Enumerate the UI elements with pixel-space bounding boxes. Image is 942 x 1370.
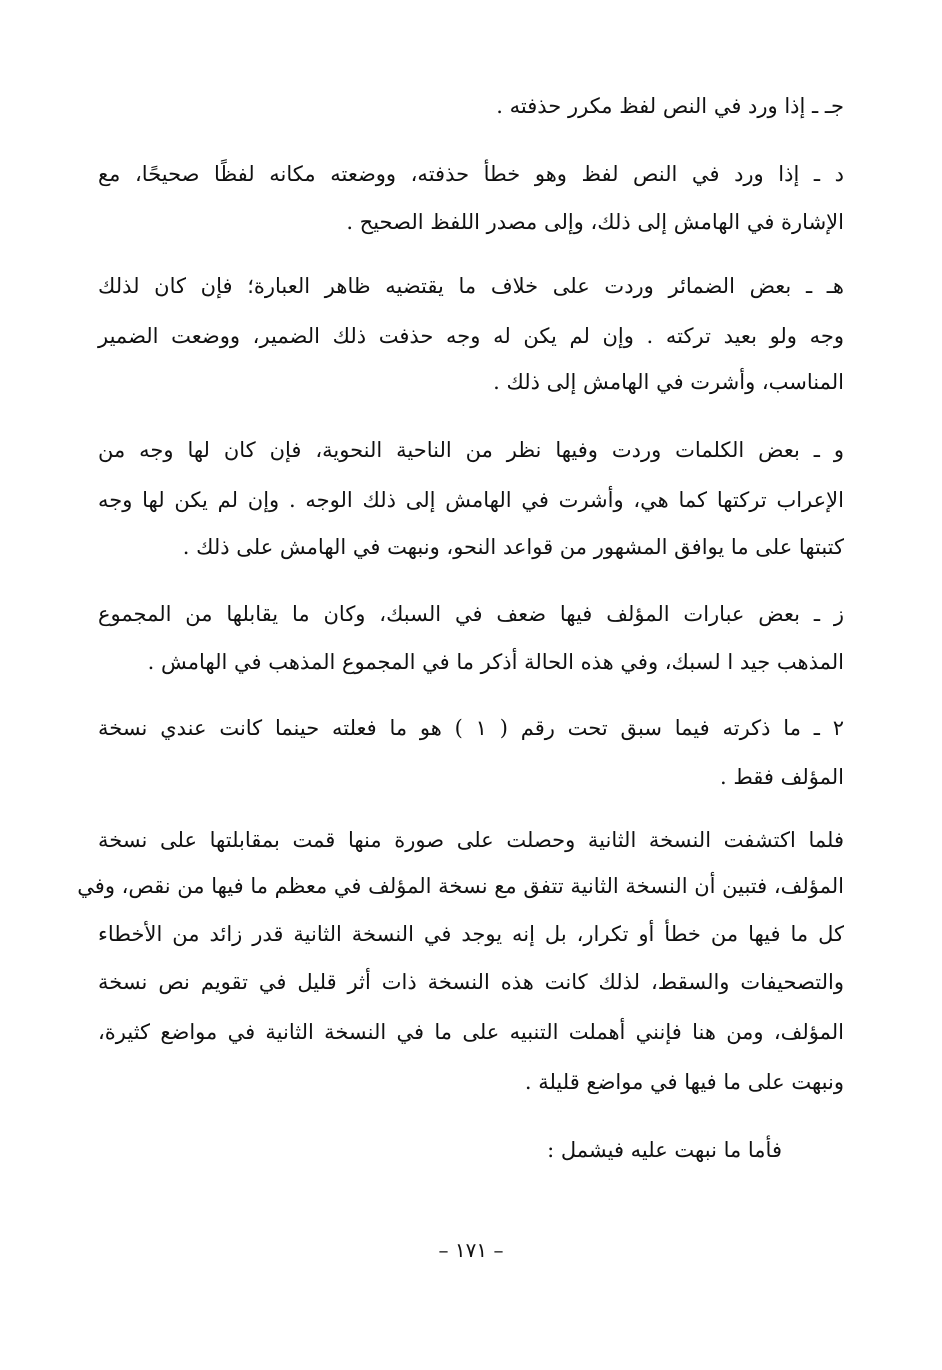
text-line: المؤلف، فتبين أن النسخة الثانية تتفق مع نسخة المؤلف في معظم ما فيها من نقص، وفي bbox=[77, 874, 844, 898]
text-line: المناسب، وأشرت في الهامش إلى ذلك . bbox=[493, 370, 844, 394]
text-line: كل ما فيها من خطأ أو تكرار، بل إنه يوجد في النسخة الثانية قدر زائد من الأخطاء bbox=[98, 922, 844, 946]
text-line: ونبهت على ما فيها في مواضع قليلة . bbox=[524, 1070, 844, 1094]
text-line: ز ـ بعض عبارات المؤلف فيها ضعف في السبك، وكان ما يقابلها من المجموع bbox=[98, 602, 844, 626]
text-line: المذهب جيد ا لسبك، وفي هذه الحالة أذكر ما في المجموع المذهب في الهامش . bbox=[147, 650, 844, 674]
text-line: وجه ولو بعيد تركته . وإن لم يكن له وجه حذفت ذلك الضمير، ووضعت الضمير bbox=[98, 324, 844, 348]
text-line: فلما اكتشفت النسخة الثانية وحصلت على صورة منها قمت بمقابلتها على نسخة bbox=[98, 828, 844, 852]
text-line: و ـ بعض الكلمات وردت وفيها نظر من الناحية النحوية، فإن كان لها وجه من bbox=[98, 438, 844, 462]
text-line: هـ ـ بعض الضمائر وردت على خلاف ما يقتضيه ظاهر العبارة؛ فإن كان لذلك bbox=[98, 274, 844, 298]
page-number: – ١٧١ – bbox=[438, 1238, 504, 1262]
text-line: كتبتها على ما يوافق المشهور من قواعد النحو، ونبهت في الهامش على ذلك . bbox=[182, 535, 844, 559]
text-line: المؤلف فقط . bbox=[720, 765, 844, 789]
text-line: د ـ إذا ورد في النص لفظ وهو خطأ حذفته، ووضعته مكانه لفظًا صحيحًا، مع bbox=[98, 162, 844, 186]
text-line: الإعراب تركتها كما هي، وأشرت في الهامش إلى ذلك الوجه . وإن لم يكن لها وجه bbox=[98, 488, 844, 512]
text-line: فأما ما نبهت عليه فيشمل : bbox=[547, 1138, 782, 1162]
text-line: الإشارة في الهامش إلى ذلك، وإلى مصدر اللفظ الصحيح . bbox=[346, 210, 844, 234]
text-line: جـ ـ إذا ورد في النص لفظ مكرر حذفته . bbox=[496, 94, 844, 118]
text-line: والتصحيفات والسقط، لذلك كانت هذه النسخة ذات أثر قليل في تقويم نص نسخة bbox=[98, 970, 844, 994]
text-line: ٢ ـ ما ذكرته فيما سبق تحت رقم ( ١ ) هو ما فعلته حينما كانت عندي نسخة bbox=[98, 716, 844, 740]
text-line: المؤلف، ومن هنا فإنني أهملت التنبيه على ما في النسخة الثانية في مواضع كثيرة، bbox=[98, 1020, 844, 1044]
